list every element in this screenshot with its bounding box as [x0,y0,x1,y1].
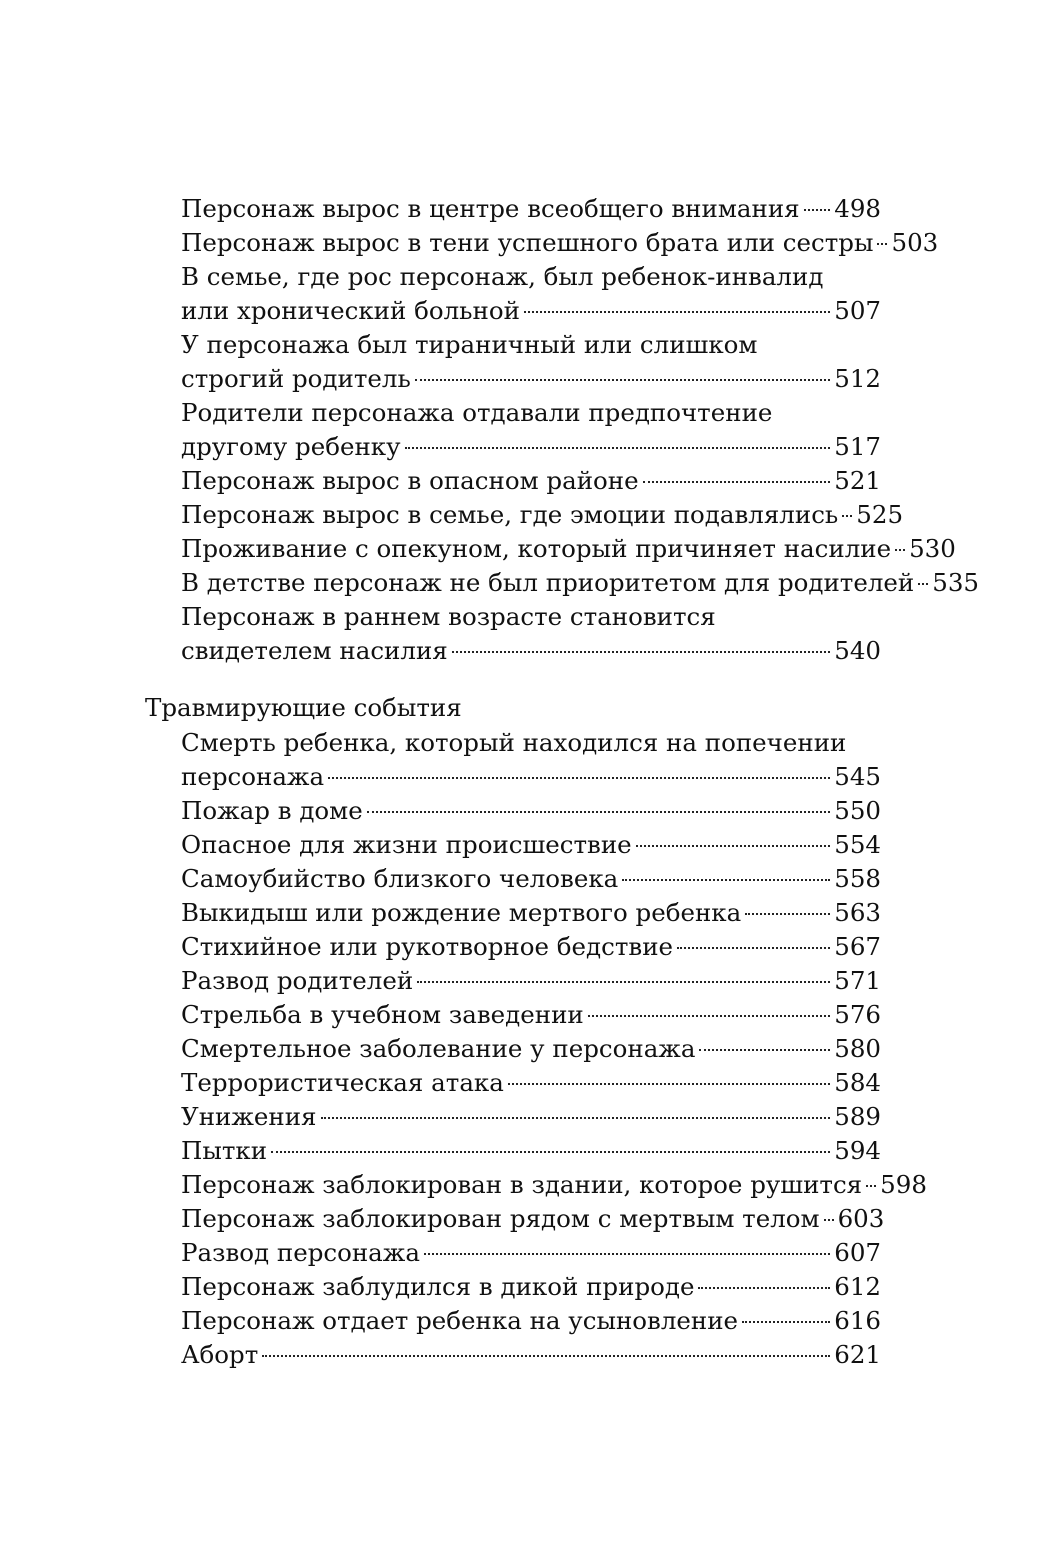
toc-entry[interactable] [0,1134,1049,1168]
dot-leader [804,209,831,211]
toc-entry[interactable] [0,566,1049,600]
toc-entry[interactable] [0,930,1049,964]
dot-leader [636,845,831,847]
toc-entry-page: 607 [834,1238,881,1267]
toc-entry-page: 616 [834,1306,881,1335]
toc-entry-page: 612 [834,1272,881,1301]
toc-entry[interactable] [0,226,1049,260]
toc-entry-page: 603 [837,1204,885,1233]
dot-leader [417,981,830,983]
toc-entry-title: персонажа [181,762,325,791]
toc-entry-page: 507 [834,296,881,325]
dot-leader [271,1151,830,1153]
toc-entry-page: 554 [834,830,881,859]
dot-leader [824,1219,834,1221]
toc-entry[interactable] [0,828,1049,862]
toc-entry[interactable] [0,794,1049,828]
dot-leader [415,379,830,381]
toc-entry-title: Проживание с опекуном, который причиняет насилие [181,534,892,563]
toc-entry[interactable] [0,1066,1049,1100]
dot-leader [918,583,928,585]
toc-entry-first-line[interactable] [0,600,1049,634]
toc-entry-page: 530 [909,534,956,563]
dot-leader [895,549,905,551]
toc-entry-title: Опасное для жизни происшествие [181,830,632,859]
toc-entry-title-line: У персонажа был тираничный или слишком [181,330,758,359]
toc-entry[interactable] [0,430,1049,464]
toc-entry-title-line: Персонаж в раннем возрасте становится [181,602,716,631]
dot-leader [842,515,852,517]
toc-entry-title: Стрельба в учебном заведении [181,1000,584,1029]
toc-entry-title: Персонаж заблокирован рядом с мертвым телом [181,1204,820,1233]
toc-entry-page: 567 [834,932,881,961]
toc-entry-title: Выкидыш или рождение мертвого ребенка [181,898,742,927]
toc-entry-title: Персонаж вырос в семье, где эмоции подавлялись [181,500,839,529]
toc-entry-title: Унижения [181,1102,317,1131]
toc-entry[interactable] [0,532,1049,566]
dot-leader [588,1015,831,1017]
toc-entry-page: 621 [834,1340,881,1369]
toc-entry-page: 576 [834,1000,881,1029]
toc-entry[interactable] [0,1168,1049,1202]
toc-entry[interactable] [0,964,1049,998]
dot-leader [367,811,831,813]
toc-entry-first-line[interactable] [0,328,1049,362]
toc-entry[interactable] [0,896,1049,930]
dot-leader [677,947,830,949]
toc-entry[interactable] [0,1100,1049,1134]
toc-entry-page: 540 [834,636,881,665]
toc-entry-page: 571 [834,966,881,995]
dot-leader [262,1355,830,1357]
toc-entry-first-line[interactable] [0,396,1049,430]
toc-entry[interactable] [0,464,1049,498]
section-gap [0,668,1049,690]
toc-entry-title: Персонаж заблокирован в здании, которое рушится [181,1170,863,1199]
toc-entry-title-line: Родители персонажа отдавали предпочтение [181,398,773,427]
toc-entry[interactable] [0,634,1049,668]
dot-leader [699,1049,830,1051]
toc-entry-page: 545 [834,762,881,791]
toc-entry-title-line: Смерть ребенка, который находился на попечении [181,728,847,757]
dot-leader [866,1185,876,1187]
toc-entry-title: или хронический больной [181,296,520,325]
dot-leader [698,1287,830,1289]
dot-leader [452,651,831,653]
toc-entry-title: В детстве персонаж не был приоритетом для родителей [181,568,915,597]
toc-entry-title-line: В семье, где рос персонаж, был ребенок-инвалид [181,262,824,291]
toc-entry-title: Аборт [181,1340,259,1369]
dot-leader [742,1321,830,1323]
toc-entry-title: Персонаж вырос в опасном районе [181,466,639,495]
dot-leader [745,913,830,915]
toc-entry[interactable] [0,1202,1049,1236]
section-heading: Травмирующие события [145,693,462,722]
toc-entry-page: 563 [834,898,881,927]
toc-entry-first-line[interactable] [0,260,1049,294]
dot-leader [405,447,831,449]
toc-entry-title: Развод персонажа [181,1238,420,1267]
dot-leader [622,879,830,881]
toc-entry-page: 580 [834,1034,881,1063]
dot-leader [508,1083,830,1085]
dot-leader [877,243,887,245]
dot-leader [424,1253,830,1255]
toc-entry-title: Стихийное или рукотворное бедствие [181,932,674,961]
toc-entry[interactable] [0,294,1049,328]
toc-entry[interactable] [0,760,1049,794]
toc-entry[interactable] [0,862,1049,896]
toc-entry-first-line[interactable] [0,726,1049,760]
toc-entry-title: другому ребенку [181,432,401,461]
table-of-contents [0,192,1049,1372]
toc-entry[interactable] [0,1304,1049,1338]
toc-entry-title: Персонаж вырос в тени успешного брата или сестры [181,228,874,257]
dot-leader [321,1117,831,1119]
toc-entry-title: Самоубийство близкого человека [181,864,619,893]
toc-entry-title: Пытки [181,1136,268,1165]
dot-leader [643,481,831,483]
toc-entry[interactable] [0,192,1049,226]
toc-entry-title: строгий родитель [181,364,411,393]
toc-entry[interactable] [0,998,1049,1032]
dot-leader [328,777,830,779]
toc-entry-page: 512 [834,364,881,393]
toc-entry-title: Смертельное заболевание у персонажа [181,1034,696,1063]
toc-entry[interactable] [0,1236,1049,1270]
toc-entry-page: 517 [834,432,881,461]
toc-entry[interactable] [0,1270,1049,1304]
toc-entry-page: 503 [891,228,939,257]
toc-entry-page: 498 [834,194,881,223]
toc-entry-page: 584 [834,1068,881,1097]
toc-entry-page: 598 [880,1170,927,1199]
toc-entry-title: свидетелем насилия [181,636,448,665]
toc-entry-page: 535 [932,568,980,597]
toc-entry-page: 558 [834,864,881,893]
toc-entry-page: 589 [834,1102,881,1131]
toc-entry[interactable] [0,1338,1049,1372]
toc-entry-title: Террористическая атака [181,1068,504,1097]
toc-entry[interactable] [0,1032,1049,1066]
toc-entry-title: Развод родителей [181,966,414,995]
dot-leader [524,311,830,313]
toc-entry-page: 525 [856,500,904,529]
toc-entry-page: 594 [834,1136,881,1165]
toc-entry[interactable] [0,362,1049,396]
toc-entry-title: Персонаж заблудился в дикой природе [181,1272,695,1301]
toc-entry-page: 521 [834,466,881,495]
toc-entry-title: Персонаж отдает ребенка на усыновление [181,1306,739,1335]
toc-entry-title: Персонаж вырос в центре всеобщего внимания [181,194,800,223]
toc-entry[interactable] [0,498,1049,532]
toc-entry-title: Пожар в доме [181,796,363,825]
toc-entry-page: 550 [834,796,881,825]
